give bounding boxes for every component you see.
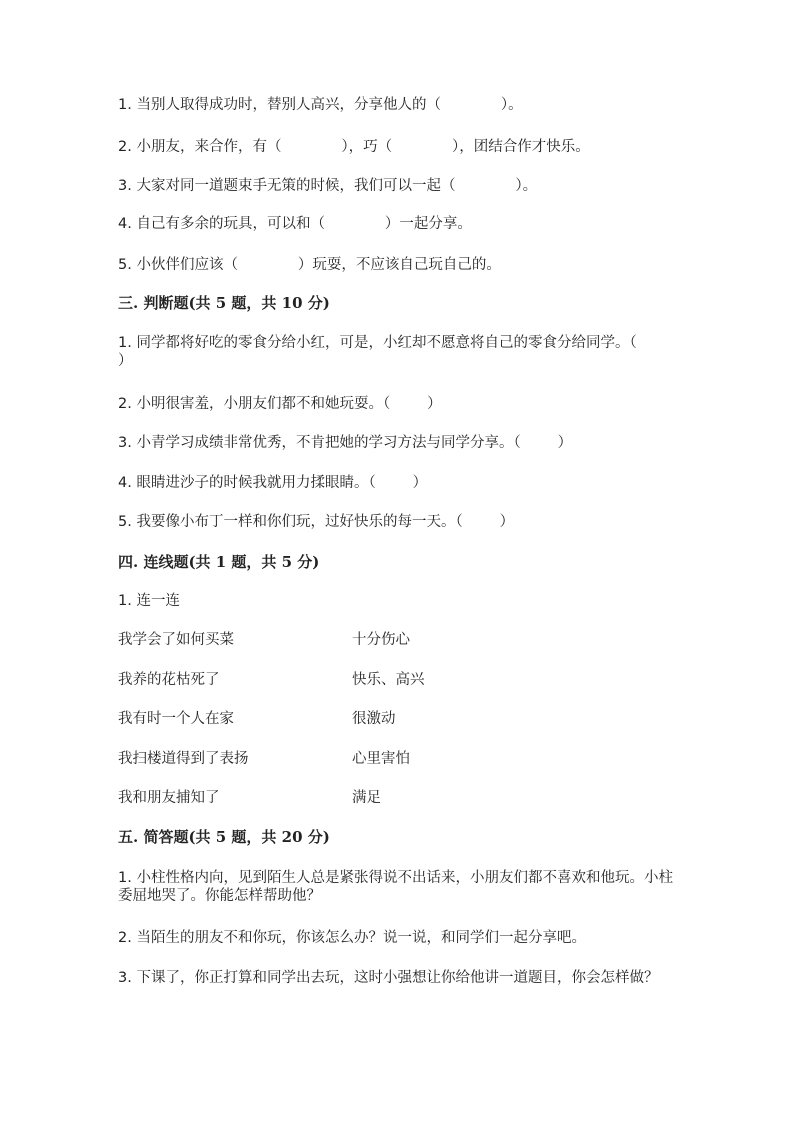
matching-left-item: 我学会了如何买菜 <box>118 632 234 648</box>
judgement-item-5: 5. 我要像小布丁一样和你们玩，过好快乐的每一天。（ ） <box>118 514 515 530</box>
judgement-item-3: 3. 小青学习成绩非常优秀，不肯把她的学习方法与同学分享。（ ） <box>118 435 573 451</box>
matching-question: 1. 连一连 <box>118 593 180 609</box>
fill-item-2: 2. 小朋友，来合作，有（ ），巧（ ），团结合作才快乐。 <box>118 139 590 155</box>
matching-right-item: 十分伤心 <box>352 632 410 648</box>
fill-item-5: 5. 小伙伴们应该（ ）玩耍，不应该自己玩自己的。 <box>118 257 501 273</box>
section-heading-matching: 四. 连线题(共 1 题，共 5 分) <box>118 553 320 571</box>
matching-right-item: 很激动 <box>352 711 396 727</box>
matching-left-item: 我有时一个人在家 <box>118 711 234 727</box>
short-answer-item-2: 2. 当陌生的朋友不和你玩，你该怎么办？说一说，和同学们一起分享吧。 <box>118 930 586 946</box>
matching-left-item: 我扫楼道得到了表扬 <box>118 751 249 767</box>
fill-item-3: 3. 大家对同一道题束手无策的时候，我们可以一起（ ）。 <box>118 178 538 194</box>
matching-left-item: 我和朋友捕知了 <box>118 790 220 806</box>
fill-item-4: 4. 自己有多余的玩具，可以和（ ）一起分享。 <box>118 216 472 232</box>
matching-right-item: 快乐、高兴 <box>352 672 425 688</box>
judgement-item-4: 4. 眼睛进沙子的时候我就用力揉眼睛。（ ） <box>118 475 428 491</box>
matching-right-item: 满足 <box>352 790 381 806</box>
judgement-item-2: 2. 小明很害羞，小朋友们都不和她玩耍。（ ） <box>118 396 442 412</box>
fill-item-1: 1. 当别人取得成功时，替别人高兴，分享他人的（ ）。 <box>118 97 523 113</box>
matching-left-item: 我养的花枯死了 <box>118 672 220 688</box>
short-answer-item-1: 1. 小柱性格内向，见到陌生人总是紧张得说不出话来，小朋友们都不喜欢和他玩。小柱委屈地哭了。你能怎样帮助他？ <box>118 870 673 904</box>
short-answer-item-3: 3. 下课了，你正打算和同学出去玩，这时小强想让你给他讲一道题目，你会怎样做？ <box>118 970 659 986</box>
section-heading-judgement: 三. 判断题(共 5 题，共 10 分) <box>118 294 330 312</box>
section-heading-short-answer: 五. 简答题(共 5 题，共 20 分) <box>118 828 330 846</box>
judgement-item-1: 1. 同学都将好吃的零食分给小红，可是，小红却不愿意将自己的零食分给同学。（ ） <box>118 335 674 369</box>
matching-right-item: 心里害怕 <box>352 751 410 767</box>
